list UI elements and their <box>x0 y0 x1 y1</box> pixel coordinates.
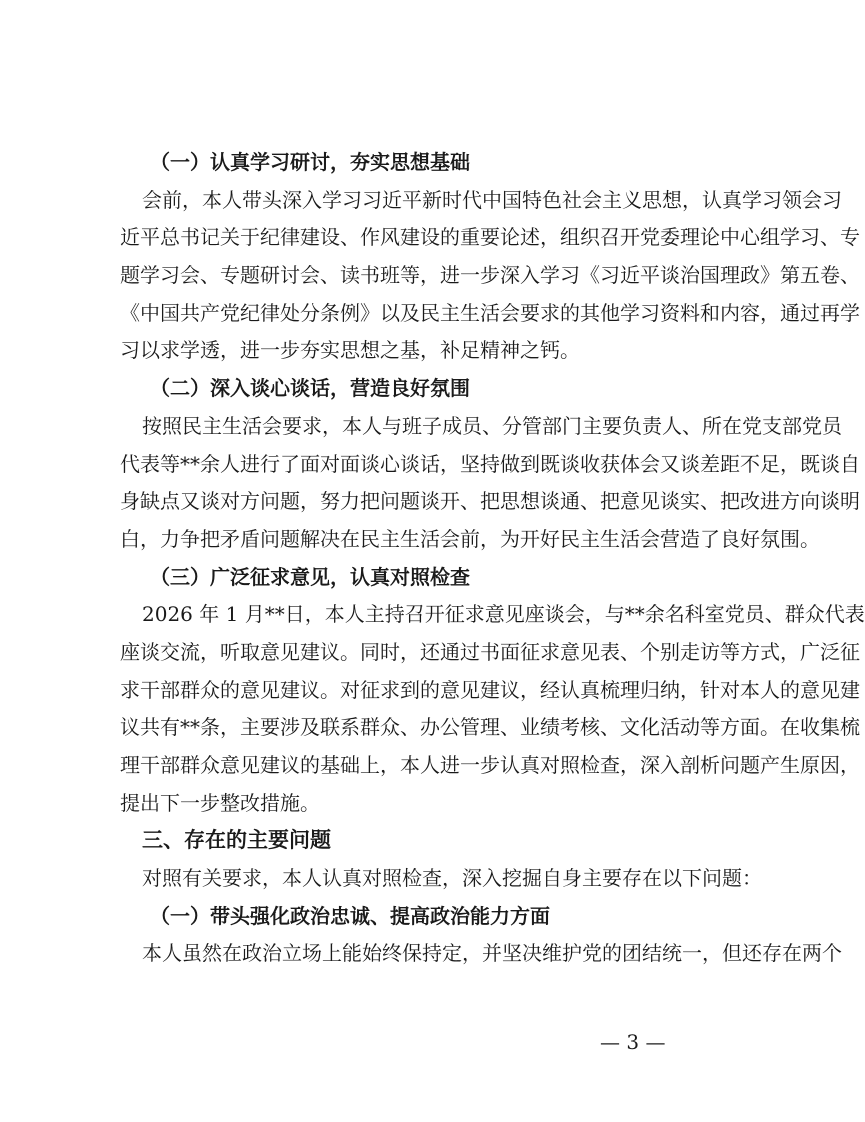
paragraph-line: 身缺点又谈对方问题，努力把问题谈开、把思想谈通、把意见谈实、把改进方向谈明 <box>120 489 860 514</box>
part-heading: 三、存在的主要问题 <box>142 828 331 853</box>
section-heading: （三）广泛征求意见，认真对照检查 <box>150 564 470 589</box>
paragraph-line: 求干部群众的意见建议。对征求到的意见建议，经认真梳理归纳，针对本人的意见建 <box>120 677 860 702</box>
paragraph-line: 座谈交流，听取意见建议。同时，还通过书面征求意见表、个别走访等方式，广泛征 <box>120 639 860 664</box>
paragraph-line: 议共有**条，主要涉及联系群众、办公管理、业绩考核、文化活动等方面。在收集梳 <box>120 715 860 740</box>
paragraph-line: 近平总书记关于纪律建设、作风建设的重要论述，组织召开党委理论中心组学习、专 <box>120 225 860 250</box>
paragraph-line: 2026 年 1 月**日，本人主持召开征求意见座谈会，与**余名科室党员、群众代表 <box>142 602 865 627</box>
paragraph-line: 题学习会、专题研讨会、读书班等，进一步深入学习《习近平谈治国理政》第五卷、 <box>120 263 860 288</box>
paragraph-line: 本人虽然在政治立场上能始终保持定，并坚决维护党的团结统一，但还存在两个 <box>142 941 842 966</box>
paragraph-line: 对照有关要求，本人认真对照检查，深入挖掘自身主要存在以下问题： <box>142 866 762 891</box>
section-heading: （一）认真学习研讨，夯实思想基础 <box>150 150 470 174</box>
section-heading: （二）深入谈心谈话，营造良好氛围 <box>150 376 470 401</box>
paragraph-line: 习以求学透，进一步夯实思想之基，补足精神之钙。 <box>120 338 580 363</box>
page-number: — 3 — <box>600 1030 666 1054</box>
paragraph-line: 提出下一步整改措施。 <box>120 790 320 815</box>
paragraph-line: 《中国共产党纪律处分条例》以及民主生活会要求的其他学习资料和内容，通过再学 <box>120 300 860 325</box>
section-heading: （一）带头强化政治忠诚、提高政治能力方面 <box>150 903 550 928</box>
paragraph-line: 理干部群众意见建议的基础上，本人进一步认真对照检查，深入剖析问题产生原因， <box>120 753 860 777</box>
paragraph-line: 会前，本人带头深入学习习近平新时代中国特色社会主义思想，认真学习领会习 <box>142 187 842 212</box>
paragraph-line: 代表等**余人进行了面对面谈心谈话，坚持做到既谈收获体会又谈差距不足，既谈自 <box>120 451 860 476</box>
paragraph-line: 白，力争把矛盾问题解决在民主生活会前，为开好民主生活会营造了良好氛围。 <box>120 526 820 551</box>
document-body <box>120 144 865 973</box>
paragraph-line: 按照民主生活会要求，本人与班子成员、分管部门主要负责人、所在党支部党员 <box>142 413 842 438</box>
